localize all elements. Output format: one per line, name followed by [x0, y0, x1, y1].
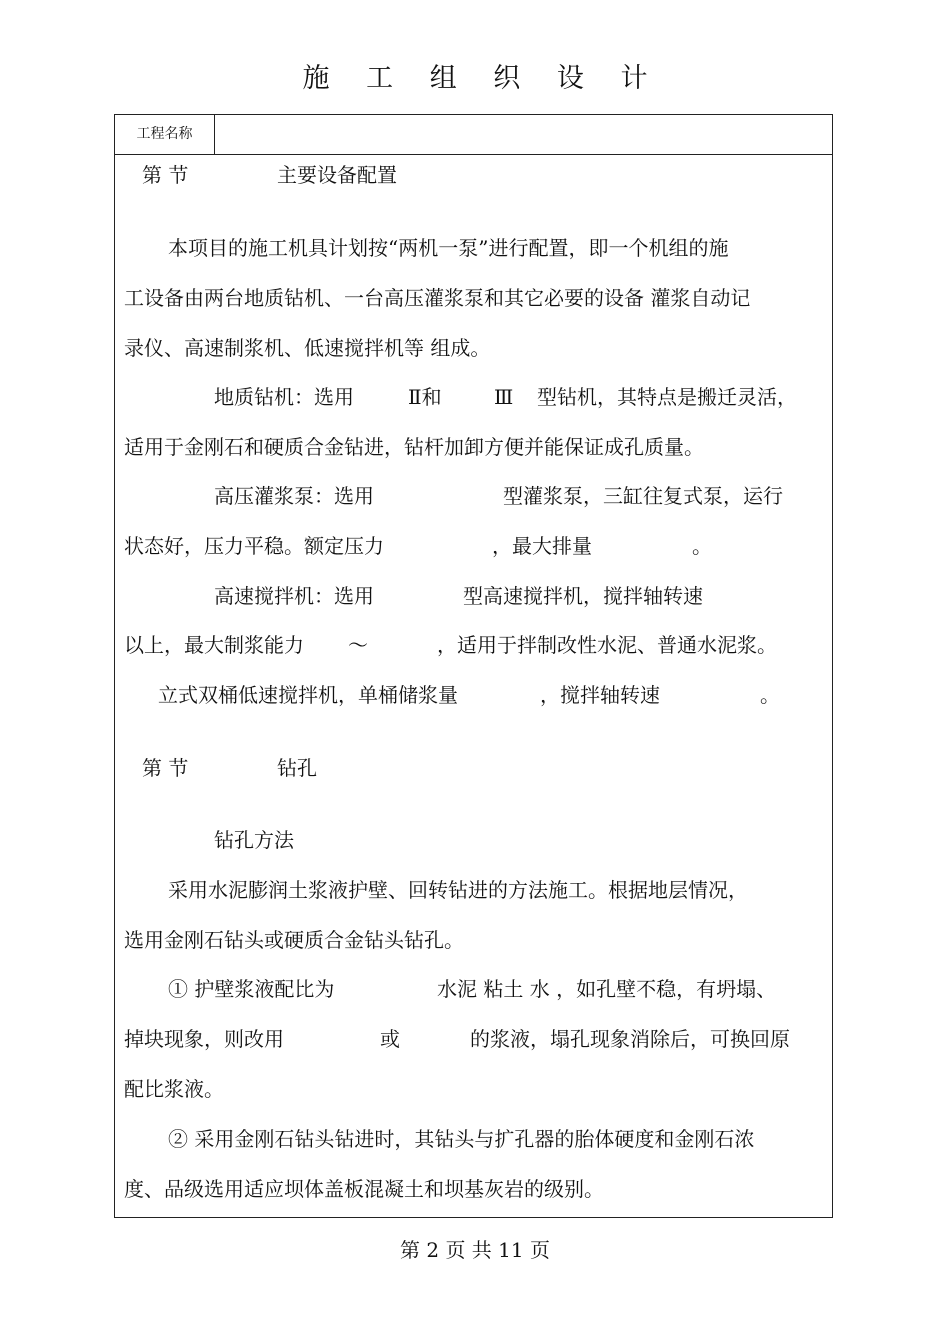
item1-ratio-label: ① 护壁浆液配比为 [168, 977, 335, 1001]
drill-line-2: 适用于金刚石和硬质合金钻进，钻杆加卸方便并能保证成孔质量。 [124, 435, 704, 459]
drill-description: 型钻机，其特点是搬迁灵活， [537, 385, 797, 409]
low-mixer-speed: ，搅拌轴转速 [540, 683, 660, 707]
pump-flow: ，最大排量 [492, 534, 592, 558]
pump-description: 型灌浆泵，三缸往复式泵，运行 [503, 484, 783, 508]
item2-line: 度、品级选用适应坝体盖板混凝土和坝基灰岩的级别。 [124, 1177, 604, 1201]
pump-label: 高压灌浆泵：选用 [214, 484, 374, 508]
section2-heading-title: 钻孔 [277, 756, 317, 780]
section1-heading-prefix: 第 节 [142, 163, 189, 187]
low-mixer-capacity: 立式双桶低速搅拌机，单桶储浆量 [158, 683, 458, 707]
drill-label: 地质钻机：选用 [214, 385, 354, 409]
mixer-label: 高速搅拌机：选用 [214, 584, 374, 608]
item1-end: 配比浆液。 [124, 1077, 224, 1101]
item1-ratio-parts: 水泥 粘土 水 ，如孔壁不稳，有坍塌、 [437, 977, 777, 1001]
mixer-description: 型高速搅拌机，搅拌轴转速 [463, 584, 703, 608]
pump-pressure: 状态好，压力平稳。额定压力 [124, 534, 384, 558]
drill-model-1: Ⅱ和 [408, 385, 442, 409]
paragraph-line: 采用水泥膨润土浆液护壁、回转钻进的方法施工。根据地层情况， [168, 878, 748, 902]
pump-end: 。 [692, 534, 712, 558]
item1-or: 或 [380, 1027, 400, 1051]
item1-change: 掉块现象，则改用 [124, 1027, 284, 1051]
paragraph-line: 本项目的施工机具计划按“两机一泵”进行配置，即一个机组的施 [168, 236, 729, 260]
form-frame [114, 114, 833, 1218]
mixer-usage: ，适用于拌制改性水泥、普通水泥浆。 [437, 633, 777, 657]
low-mixer-end: 。 [760, 683, 780, 707]
project-name-value [216, 115, 832, 154]
project-name-row [115, 115, 832, 155]
section1-heading-title: 主要设备配置 [277, 163, 397, 187]
mixer-tilde: ～ [348, 633, 368, 657]
paragraph-line: 录仪、高速制浆机、低速搅拌机等 组成。 [124, 336, 491, 360]
page-title: 施 工 组 织 设 计 [302, 63, 662, 94]
project-name-label: 工程名称 [115, 115, 215, 154]
sub-heading: 钻孔方法 [214, 828, 294, 852]
item1-restore: 的浆液，塌孔现象消除后，可换回原 [470, 1027, 790, 1051]
page-footer: 第 2 页 共 11 页 [400, 1238, 550, 1262]
item2-line: ② 采用金刚石钻头钻进时，其钻头与扩孔器的胎体硬度和金刚石浓 [168, 1127, 755, 1151]
mixer-capacity: 以上，最大制浆能力 [124, 633, 304, 657]
paragraph-line: 选用金刚石钻头或硬质合金钻头钻孔。 [124, 928, 464, 952]
section2-heading-prefix: 第 节 [142, 756, 189, 780]
paragraph-line: 工设备由两台地质钻机、一台高压灌浆泵和其它必要的设备 灌浆自动记 [124, 286, 751, 310]
drill-model-2: Ⅲ [494, 385, 514, 409]
